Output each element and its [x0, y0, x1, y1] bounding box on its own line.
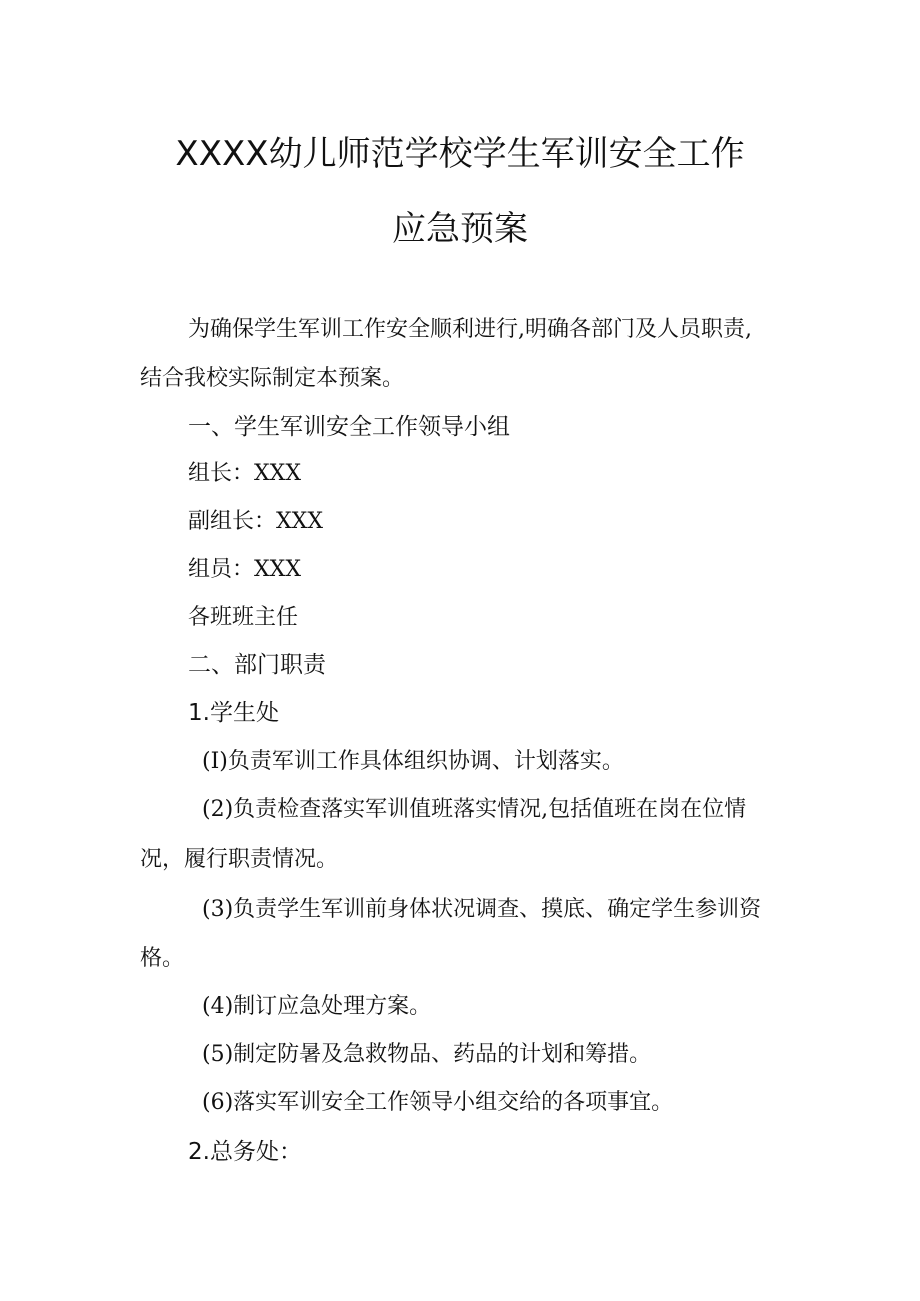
- subsection2-heading: 2.总务处：: [188, 1139, 302, 1165]
- duty-item-2-line1: (2)负责检查落实军训值班落实情况,包括值班在岗在位情: [202, 797, 747, 822]
- section1-heading: 一、学生军训安全工作领导小组: [188, 414, 510, 440]
- duty-item-6: (6)落实军训安全工作领导小组交给的各项事宜。: [202, 1090, 674, 1115]
- intro-paragraph-line1: 为确保学生军训工作安全顺利进行,明确各部门及人员职责,: [188, 317, 752, 342]
- class-teachers-line: 各班班主任: [188, 605, 299, 630]
- duty-item-2-line2: 况，履行职责情况。: [140, 847, 339, 872]
- duty-item-5: (5)制定防暑及急救物品、药品的计划和筹措。: [202, 1042, 652, 1067]
- duty-item-3-line2: 格。: [140, 946, 185, 971]
- leader-line: 组长：XXX: [188, 461, 301, 486]
- members-line: 组员：XXX: [188, 557, 301, 582]
- subsection1-heading: 1.学生处: [188, 700, 279, 726]
- duty-item-3-line1: (3)负责学生军训前身体状况调查、摸底、确定学生参训资: [202, 897, 762, 922]
- document-title-line2: 应急预案: [392, 209, 528, 249]
- section2-heading: 二、部门职责: [188, 652, 326, 678]
- document-title-line1: XXXX幼儿师范学校学生军训安全工作: [175, 134, 745, 174]
- duty-item-1: (I)负责军训工作具体组织协调、计划落实。: [202, 749, 624, 774]
- intro-paragraph-line2: 结合我校实际制定本预案。: [140, 366, 405, 391]
- duty-item-4: (4)制订应急处理方案。: [202, 994, 432, 1019]
- vice-leader-line: 副组长：XXX: [188, 509, 323, 534]
